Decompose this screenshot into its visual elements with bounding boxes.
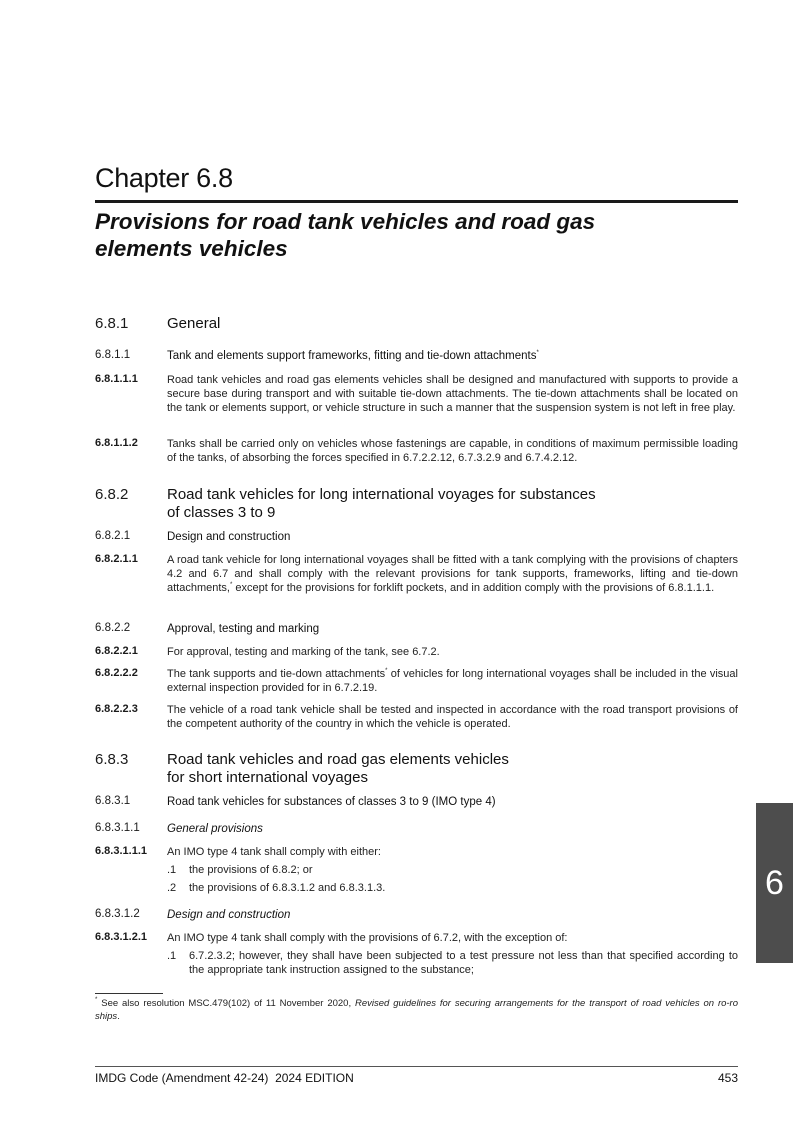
chapter-rule	[95, 200, 738, 203]
footer-rule	[95, 1066, 738, 1067]
section-number: 6.8.2.1	[95, 530, 131, 542]
paragraph-6-8-2-1-1	[95, 553, 738, 596]
list-item	[167, 881, 738, 895]
section-6-8-3-1-1	[95, 822, 738, 836]
section-6-8-2-1	[95, 530, 738, 544]
section-6-8-2	[95, 486, 738, 521]
section-heading	[167, 751, 738, 786]
paragraph-text	[167, 667, 738, 695]
list-item	[167, 863, 738, 877]
text-span: of vehicles for long international voyages shall be included in the visual external inspection provided for in 6.7.2.19.	[167, 668, 738, 695]
paragraph-6-8-2-2-3	[95, 703, 738, 731]
chapter-subtitle: Provisions for road tank vehicles and road gas elements vehicles	[95, 209, 596, 261]
paragraph-number: 6.8.3.1.2.1	[95, 931, 147, 943]
paragraph-number: 6.8.3.1.1.1	[95, 845, 147, 857]
footnote-mark: *	[95, 997, 98, 1003]
section-number: 6.8.3.1.1	[95, 822, 140, 834]
section-heading: Approval, testing and marking	[167, 623, 320, 635]
page-number: 453	[717, 1071, 738, 1085]
section-heading: General	[167, 315, 221, 332]
section-heading: Design and construction	[167, 531, 291, 543]
section-heading	[167, 486, 738, 521]
list-item-text: the provisions of 6.8.3.1.2 and 6.8.3.1.3.	[189, 882, 386, 894]
paragraph-6-8-1-1-1	[95, 373, 738, 416]
paragraph-6-8-1-1-2	[95, 437, 738, 465]
footnote-rule	[95, 993, 163, 994]
heading-line: for short international voyages	[167, 768, 368, 786]
chapter-thumb-tab	[756, 803, 793, 963]
footer-publication	[95, 1071, 354, 1085]
footnote-text: .	[117, 1010, 120, 1022]
paragraph-text: For approval, testing and marking of the tank, see 6.7.2.	[167, 646, 440, 658]
list-item-text: the provisions of 6.8.2; or	[189, 864, 313, 876]
text-span: The tank supports and tie-down attachments	[167, 668, 386, 680]
paragraph-number: 6.8.2.2.1	[95, 645, 138, 657]
footnote-text: See also resolution MSC.479(102) of 11 November 2020,	[97, 998, 355, 1009]
section-6-8-1	[95, 315, 738, 333]
paragraph-6-8-3-1-2-1	[95, 931, 738, 981]
heading-line: Road tank vehicles and road gas elements vehicles	[167, 751, 509, 768]
list-item	[167, 949, 738, 977]
paragraph-number: 6.8.2.1.1	[95, 553, 138, 565]
text-span: A road tank vehicle for long international voyages shall be fitted with a tank complying with the provisions of chapters 4.2 and 6.7 and shall comply with the relevant provisions for tank supports, frameworks, lifting and tie-down attachments,	[167, 554, 738, 595]
section-number: 6.8.2.2	[95, 622, 131, 634]
section-6-8-1-1	[95, 349, 738, 363]
section-6-8-3-1	[95, 795, 738, 809]
paragraph-text: Road tank vehicles and road gas elements vehicles shall be designed and manufactured with supports to provide a secure base during transport and with suitable tie-down attachments. The tie-down attachments shall be located on the tank or elements support, or vehicle structure in such a manner that the suspension system is not left in free play.	[167, 374, 738, 415]
paragraph-number: 6.8.2.2.2	[95, 667, 138, 679]
section-number: 6.8.1.1	[95, 349, 131, 361]
footnote-reference[interactable]: *	[536, 350, 539, 356]
section-6-8-3	[95, 751, 738, 786]
section-heading: Design and construction	[167, 909, 291, 921]
paragraph-text: Tanks shall be carried only on vehicles whose fastenings are capable, in conditions of maximum permissible loading of the tanks, of absorbing the forces specified in 6.7.2.2.12, 6.7.3.2.9 and 6.7.4.2.12.	[167, 438, 738, 465]
section-6-8-2-2	[95, 622, 738, 636]
section-number: 6.8.2	[95, 486, 129, 503]
paragraph-text	[167, 553, 738, 596]
list-item-text: 6.7.2.3.2; however, they shall have been subjected to a test pressure not less than that specified according to the appropriate tank instruction assigned to the substance;	[189, 950, 738, 977]
paragraph-text: An IMO type 4 tank shall comply with the provisions of 6.7.2, with the exception of:	[167, 932, 568, 944]
section-heading: General provisions	[167, 823, 263, 835]
list-marker: .2	[167, 882, 177, 894]
publication-title: IMDG Code (Amendment 42-24)	[95, 1071, 269, 1085]
thumb-tab-label: 6	[765, 863, 784, 902]
section-number: 6.8.1	[95, 315, 129, 332]
paragraph-text: The vehicle of a road tank vehicle shall be tested and inspected in accordance with the road transport provisions of the competent authority of the country in which the vehicle is operated.	[167, 704, 738, 731]
section-number: 6.8.3	[95, 751, 129, 768]
section-number: 6.8.3.1	[95, 795, 131, 807]
edition-label: 2024 EDITION	[275, 1071, 354, 1085]
section-6-8-3-1-2	[95, 908, 738, 922]
footnote-reference[interactable]: *	[229, 582, 233, 589]
footnote	[95, 998, 738, 1023]
paragraph-6-8-2-2-2	[95, 667, 738, 695]
footnote-title: Revised guidelines for securing arrangements for the transport of road vehicles on ro-ro ships	[95, 998, 738, 1022]
paragraph-number: 6.8.1.1.2	[95, 437, 138, 449]
heading-line: of classes 3 to 9	[167, 503, 276, 521]
paragraph-6-8-2-2-1	[95, 645, 738, 659]
section-heading: Road tank vehicles for substances of classes 3 to 9 (IMO type 4)	[167, 796, 496, 808]
paragraph-text: An IMO type 4 tank shall comply with either:	[167, 846, 381, 858]
section-number: 6.8.3.1.2	[95, 908, 140, 920]
heading-line: Road tank vehicles for long international voyages for substances	[167, 486, 596, 503]
list-marker: .1	[167, 950, 177, 962]
chapter-title: Chapter 6.8	[95, 163, 233, 193]
footnote-reference[interactable]: *	[385, 668, 388, 674]
paragraph-number: 6.8.2.2.3	[95, 703, 138, 715]
heading-text: Tank and elements support frameworks, fitting and tie-down attachments	[167, 350, 537, 362]
section-heading	[167, 349, 738, 363]
paragraph-6-8-3-1-1-1	[95, 845, 738, 905]
paragraph-number: 6.8.1.1.1	[95, 373, 138, 385]
text-span: except for the provisions for forklift pockets, and in addition comply with the provisions of 6.8.1.1.1.	[232, 582, 715, 595]
list-marker: .1	[167, 864, 177, 876]
